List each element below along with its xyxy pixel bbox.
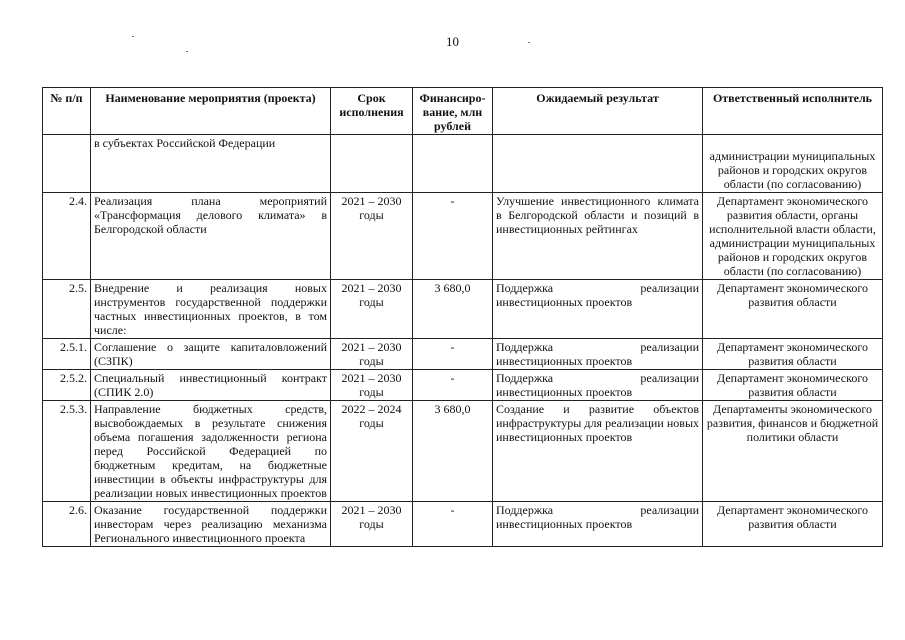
cell-result: Поддержка реализации инвестиционных проектов [493,339,703,370]
cell-financing: - [413,193,493,280]
cell-name: Соглашение о защите капиталовложений (СЗПК) [91,339,331,370]
cell-term: 2021 – 2030 годы [331,280,413,339]
cell-executor: Департамент экономического развития области [703,502,883,547]
cell-name: в субъектах Российской Федерации [91,135,331,193]
table-header [43,88,883,135]
cell-executor: администрации муниципальных районов и городских округов области (по согласованию) [703,135,883,193]
cell-num: 2.5.1. [43,339,91,370]
header-name: Наименование мероприятия (проекта) [91,88,331,135]
table-row [43,502,883,547]
cell-executor: Департамент экономического развития области [703,280,883,339]
cell-term: 2021 – 2030 годы [331,370,413,401]
cell-result: Поддержка реализации инвестиционных проектов [493,370,703,401]
table-row [43,280,883,339]
cell-term: 2022 – 2024 годы [331,401,413,502]
header-term: Срок исполнения [331,88,413,135]
cell-result: Поддержка реализации инвестиционных проектов [493,502,703,547]
measures-table [42,87,883,547]
cell-result: Создание и развитие объектов инфраструктуры для реализации новых инвестиционных проектов [493,401,703,502]
table-row [43,135,883,193]
header-executor: Ответственный исполнитель [703,88,883,135]
cell-executor: Департамент экономического развития области, органы исполнительной власти области, администрации муниципальных районов и городских округов области (по согласованию) [703,193,883,280]
cell-term: 2021 – 2030 годы [331,339,413,370]
cell-financing: - [413,339,493,370]
cell-num [43,135,91,193]
scan-speck [132,36,134,37]
cell-name: Специальный инвестиционный контракт (СПИК 2.0) [91,370,331,401]
table-row [43,370,883,401]
cell-financing: 3 680,0 [413,401,493,502]
page-number: 10 [446,34,459,49]
table-row [43,401,883,502]
cell-term: 2021 – 2030 годы [331,193,413,280]
cell-executor: Департаменты экономического развития, финансов и бюджетной политики области [703,401,883,502]
table-row [43,339,883,370]
cell-num: 2.4. [43,193,91,280]
cell-financing: 3 680,0 [413,280,493,339]
cell-name: Направление бюджетных средств, высвобождаемых в результате снижения объема погашения задолженности региона перед Российской Федерацией по бюджетным кредитам, на бюджетные инвестиции в объекты инфраструктуры для реализации новых инвестиционных проектов [91,401,331,502]
cell-financing: - [413,370,493,401]
cell-result: Поддержка реализации инвестиционных проектов [493,280,703,339]
cell-name: Внедрение и реализация новых инструментов государственной поддержки частных инвестиционных проектов, в том числе: [91,280,331,339]
cell-name: Реализация плана мероприятий «Трансформация делового климата» в Белгородской области [91,193,331,280]
cell-term: 2021 – 2030 годы [331,502,413,547]
cell-financing: - [413,502,493,547]
table-row [43,193,883,280]
cell-num: 2.6. [43,502,91,547]
cell-result: Улучшение инвестиционного климата в Белгородской области и позиций в инвестиционных рейтингах [493,193,703,280]
cell-name: Оказание государственной поддержки инвесторам через реализацию механизма Регионального инвестиционного проекта [91,502,331,547]
cell-num: 2.5.2. [43,370,91,401]
header-financing: Финансиро-вание, млн рублей [413,88,493,135]
header-result: Ожидаемый результат [493,88,703,135]
header-num: № п/п [43,88,91,135]
scan-speck [186,51,188,52]
cell-executor: Департамент экономического развития области [703,370,883,401]
cell-term [331,135,413,193]
cell-financing [413,135,493,193]
table-body [43,135,883,547]
cell-num: 2.5. [43,280,91,339]
cell-result [493,135,703,193]
cell-executor: Департамент экономического развития области [703,339,883,370]
scan-speck [528,42,530,43]
cell-num: 2.5.3. [43,401,91,502]
